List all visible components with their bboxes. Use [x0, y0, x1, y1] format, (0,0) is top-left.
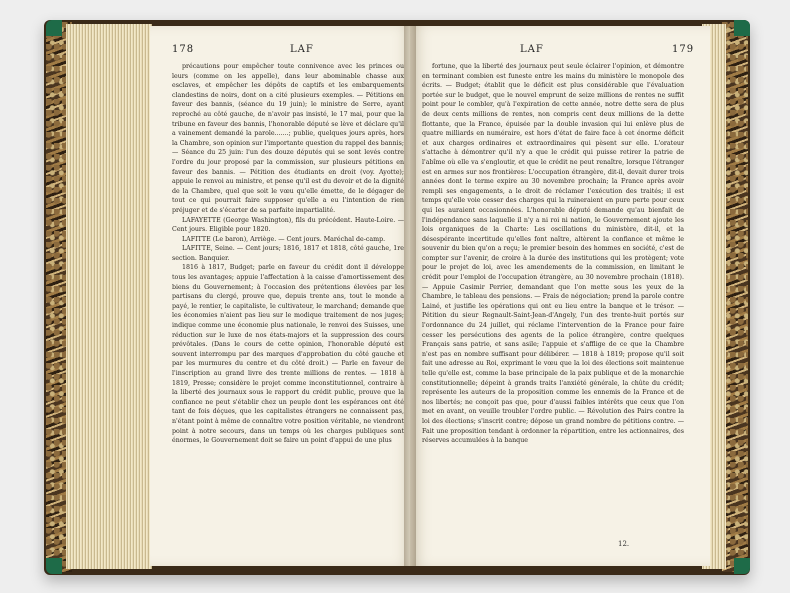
page-edges-left [66, 24, 152, 569]
book-gutter [404, 26, 416, 566]
entry-lafayette: LAFAYETTE (George Washington), fils du précédent. Haute-Loire. — Cent jours. Eligible pour 1820. [172, 216, 404, 234]
leather-corner-bottom-left [46, 558, 62, 574]
left-paragraph: précautions pour empêcher toute connivence avec les princes ou leurs (comme on les appelle), dans leur abominable chasse aux esclaves, et empêcher les dépôts de captifs et les embarquements clandestins de noirs, dont on a cité plusieurs exemples. — Pétitions en faveur des bannis, (séance du 19 juin); le ministre de Serre, ayant reproché au côté gauche, de n'avoir pas insisté, le 17 mai, pour que la tribune en faveur des bannis, l'honorable député se lève et déclare qu'il a vainement demandé la parole.......; publie, quelques jours après, hors la Chambre, son opinion sur l'importante question du rappel des bannis; — Séance du 25 juin: l'un des douze députés qui se sont levés contre l'ordre du jour proposé par la commission, sur plusieurs pétitions en faveur des bannis. — Pétition des étudiants en droit (voy. Ayotte); appuie le renvoi au ministre, et pense qu'il est du devoir et de la dignité de la Chambre, quel que soit le vœu qu'elle émette, de le dégager de tout ce qui pourrait faire supposer qu'elle a eu l'intention de rien préjuger et de s'écarter de sa parfaite impartialité. [172, 63, 404, 214]
signature-mark: 12. [618, 540, 630, 548]
leather-corner-top-right [734, 20, 750, 36]
leather-corner-top-left [46, 20, 62, 36]
entry-lafitte-seine: LAFITTE, Seine. — Cent jours; 1816, 1817 et 1818, côté gauche, 1re section. Banquier. [172, 245, 404, 262]
left-body-text: 1816 à 1817, Budget; parle en faveur du crédit dont il développe tous les avantages; appuie l'affectation à la caisse d'amortissement des biens du Gouvernement; à l'occasion des prétentions élevées par les partisans du clergé, prouve que, depuis trente ans, tout le monde a payé, le rentier, le capitaliste, le cultivateur, le marchand; demande que les économies n'aient pas lieu sur le modique traitement de nos juges; indique comme une économie plus nationale, le renvoi des Suisses, une réduction sur le luxe de nos états-majors et la suppression des cours prévôtales. (Dans le cours de cette opinion, l'honorable député est souvent interrompu par des marques d'approbation du côté gauche et par les murmures du centre et du côté droit.) — Parle en faveur de l'inscription au grand livre des trente millions de rentes. — 1818 à 1819, Presse; considère le projet comme inconstitutionnel, contraire à la liberté des journaux sous le rapport du crédit public, prouve que la confiance ne peut s'établir chez un peuple dont les espérances ont été tant de fois déçues, que les capitalistes étrangers ne connaissent pas, n'étant point à même de connaître votre position véritable, ne viendront point à notre secours, dans un temps où les charges publiques sont énormes, le Gouvernement doit se faire un point d'appui de une plus [172, 264, 404, 445]
right-page-number: 179 [672, 44, 695, 55]
left-page-number: 178 [172, 44, 195, 55]
leather-corner-bottom-right [734, 558, 750, 574]
right-running-head: LAF [520, 44, 544, 55]
right-body-text: fortune, que la liberté des journaux peut seule éclairer l'opinion, et démontre en terminant combien est funeste entre les mains du ministère le monopole des écrits. — Budget; établit que le déficit est plus considérable que l'évaluation portée sur le budget, que le nouvel emprunt de seize millions de rentes ne suffit point pour le combler, qu'à l'expiration de cette année, notre dette sera de plus de deux cents millions de rentes, non compris cent deux millions de la dette flottante, que la France, épuisée par la double invasion qui lui enlève plus de quatre milliards en numéraire, est hors d'état de faire face à cet énorme déficit et aux charges ordinaires et extraordinaires qui pèsent sur elle. L'orateur s'attache à démontrer qu'il n'y a que le crédit qui puisse retirer la patrie de l'abîme où elle va s'engloutir, et que le crédit ne peut renaître, lorsque l'étranger est en armes sur nos frontières: L'occupation étrangère, dit-il, devait durer trois années dont le terme expire au 30 novembre prochain; la France après avoir rempli ses engagements, a le droit de réclamer l'exécution des traités; il est temps qu'elle voie cesser des charges qui la ruineraient en pure perte pour ceux qui les auraient occasionnées. L'honorable député demande qu'au bienfait de l'indépendance sans laquelle il n'y a ni roi ni nation, le Gouvernement ajoute les lois organiques de la Charte: Les oscillations du ministère, dit-il, et la désespérante incertitude qu'elles font naître, altèrent la confiance et même le souvenir du bien qu'on a reçu; le premier besoin des hommes en société, c'est de compter sur l'avenir, de croire à la durée des institutions qui les protègent; vote pour le projet de loi, avec les amendements de la commission, en limitant le crédit pour l'emploi de l'occupation étrangère, au 30 novembre prochain (1818). — Appuie Casimir Perrier, demandant que l'on mette sous les yeux de la Chambre, le tableau des pensions. — Frais de négociation; prend la parole contre Lainé, et justifie les opérations qui ont eu lieu entre la banque et le trésor. — Pétition du sieur Regnault-Saint-Jean-d'Angely, l'un des trente-huit portés sur l'ordonnance du 24 juillet, qui réclame l'intervention de la France pour faire cesser les persécutions des agents de la police étrangère, contre quelques Français sans patrie, et sans asile; l'appuie et s'afflige de ce que la Chambre n'est pas en nombre suffisant pour délibérer. — 1818 à 1819; propose qu'il soit fait une adresse au Roi, exprimant le vœu que la loi des élections soit maintenue telle qu'elle est, comme la base principale de la paix publique et de la monarchie constitutionnelle; dépeint à grands traits l'anxiété générale, la chûte du crédit; représente les auteurs de la proposition comme les ennemis de la France et de nos libertés; ne conçoit pas que, pour d'aussi faibles intérêts que ceux que l'on met en avant, on veuille troubler l'ordre public. — Révolution des Pairs contre la loi des élections; s'inscrit contre; dépose un grand nombre de pétitions contre. — Fait une proposition tendant à ordonner la répartition, entre les actionnaires, des réserves accumulées à la banque [422, 63, 684, 445]
entry-lafitte-baron: LAFITTE (Le baron), Arriège. — Cent jours. Maréchal de-camp. [182, 235, 386, 243]
right-page-text [422, 62, 684, 540]
left-page-text [172, 62, 404, 554]
left-running-head: LAF [290, 44, 314, 55]
